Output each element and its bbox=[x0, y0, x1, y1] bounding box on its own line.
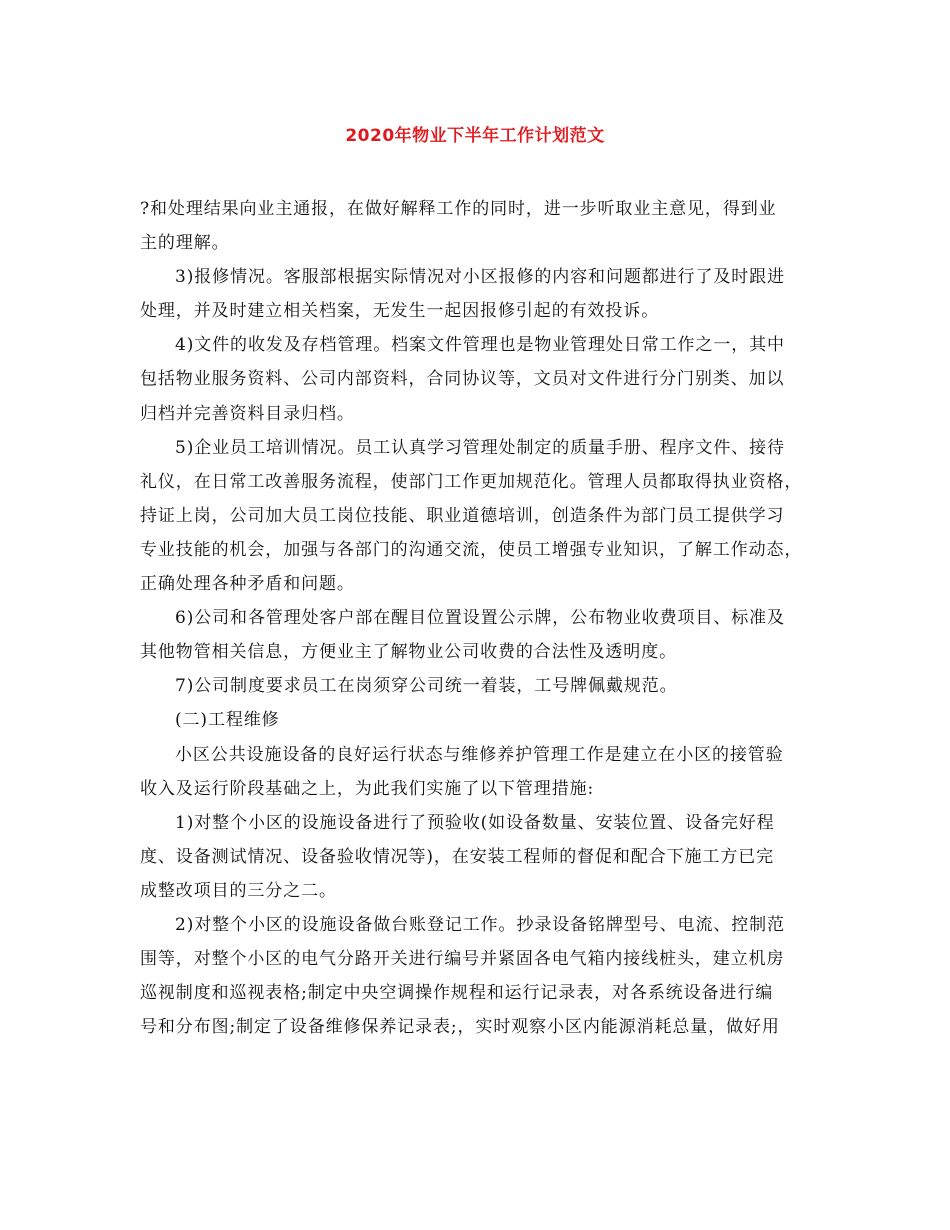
text-line: 收入及运行阶段基础之上，为此我们实施了以下管理措施: bbox=[140, 778, 595, 799]
text-line: 小区公共设施设备的良好运行状态与维修养护管理工作是建立在小区的接管验 bbox=[175, 744, 784, 765]
text-line: 6)公司和各管理处客户部在醒目位置设置公示牌，公布物业收费项目、标准及 bbox=[175, 608, 785, 629]
text-line: 巡视制度和巡视表格;制定中央空调操作规程和运行记录表，对各系统设备进行编 bbox=[140, 983, 774, 1004]
text-line: 其他物管相关信息，方便业主了解物业公司收费的合法性及透明度。 bbox=[140, 642, 677, 663]
document-body bbox=[140, 192, 815, 1044]
text-line: 5)企业员工培训情况。员工认真学习管理处制定的质量手册、程序文件、接待 bbox=[175, 437, 785, 458]
text-line: 持证上岗，公司加大员工岗位技能、职业道德培训，创造条件为部门员工提供学习 bbox=[140, 505, 785, 526]
text-line: 度、设备测试情况、设备验收情况等)，在安装工程师的督促和配合下施工方已完 bbox=[140, 846, 775, 867]
text-line: 2)对整个小区的设施设备做台账登记工作。抄录设备铭牌型号、电流、控制范 bbox=[175, 914, 785, 935]
text-line: 专业技能的机会，加强与各部门的沟通交流，使员工增强专业知识，了解工作动态， bbox=[140, 539, 803, 560]
text-line: 1)对整个小区的设施设备进行了预验收(如设备数量、安装位置、设备完好程 bbox=[175, 812, 775, 833]
text-line: 号和分布图;制定了设备维修保养记录表;，实时观察小区内能源消耗总量，做好用 bbox=[140, 1017, 780, 1038]
text-line: 归档并完善资料目录归档。 bbox=[140, 403, 355, 424]
text-line: 7)公司制度要求员工在岗须穿公司统一着装，工号牌佩戴规范。 bbox=[175, 676, 678, 697]
text-line: 正确处理各种矛盾和问题。 bbox=[140, 574, 355, 595]
text-line: ?和处理结果向业主通报，在做好解释工作的同时，进一步听取业主意见，得到业 bbox=[140, 199, 777, 219]
text-line: 4)文件的收发及存档管理。档案文件管理也是物业管理处日常工作之一，其中 bbox=[175, 335, 785, 356]
text-line: 成整改项目的三分之二。 bbox=[140, 880, 337, 901]
text-line: 包括物业服务资料、公司内部资料，合同协议等，文员对文件进行分门别类、加以 bbox=[140, 369, 785, 390]
document-title: 2020年物业下半年工作计划范文 bbox=[345, 126, 605, 146]
text-line: (二)工程维修 bbox=[175, 710, 280, 731]
text-line: 处理，并及时建立相关档案，无发生一起因报修引起的有效投诉。 bbox=[140, 301, 660, 322]
text-line: 围等，对整个小区的电气分路开关进行编号并紧固各电气箱内接线桩头，建立机房 bbox=[140, 949, 785, 970]
text-line: 礼仪，在日常工改善服务流程，使部门工作更加规范化。管理人员都取得执业资格， bbox=[140, 471, 803, 492]
text-line: 3)报修情况。客服部根据实际情况对小区报修的内容和问题都进行了及时跟进 bbox=[175, 267, 785, 288]
text-line: 主的理解。 bbox=[140, 233, 230, 254]
